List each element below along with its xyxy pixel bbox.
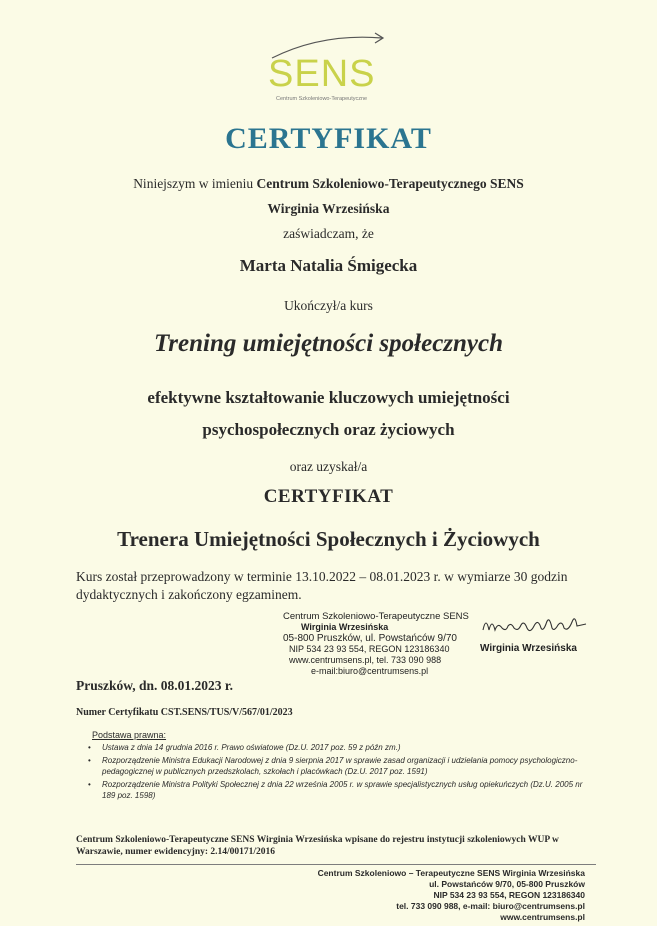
- legal-item: • Rozporządzenie Ministra Edukacji Narodowej z dnia 9 sierpnia 2017 w sprawie zasad organizacji i udzielania pomocy psychologiczno-pedagogicznej w publicznych przedszkolach, szkołach i placówkach (Dz.U. 2017 poz. 1591): [102, 755, 592, 777]
- footer-divider: [76, 864, 596, 865]
- handwritten-signature: [480, 610, 590, 642]
- obtained-text: oraz uzyskał/a: [289, 459, 368, 474]
- legal-item: • Rozporządzenie Ministra Polityki Społecznej z dnia 22 września 2005 r. w sprawie specjalistycznych usług opiekuńczych (Dz.U. 2005 nr 189 poz. 1598): [102, 779, 592, 801]
- footer-line-1: Centrum Szkoleniowo – Terapeutyczne SENS Wirginia Wrzesińska: [317, 868, 585, 878]
- certificate-label: CERTYFIKAT: [263, 486, 394, 507]
- footer-website: www.centrumsens.pl: [500, 912, 585, 922]
- footer: [318, 868, 585, 923]
- stamp-line-1: Centrum Szkoleniowo-Terapeutyczne SENS: [283, 611, 469, 622]
- place-and-date: Pruszków, dn. 08.01.2023 r.: [76, 678, 234, 693]
- organization-owner: Wirginia Wrzesińska: [267, 201, 390, 216]
- footer-line-4: tel. 733 090 988, e-mail: biuro@centrumsens.pl: [396, 901, 585, 911]
- registry-note: Centrum Szkoleniowo-Terapeutyczne SENS Wirginia Wrzesińska wpisane do rejestru instytucji szkoleniowych WUP w Warszawie, numer ewidencyjny: 2.14/00171/2016: [76, 835, 559, 857]
- course-title: Trening umiejętności społecznych: [153, 330, 504, 357]
- stamp-line-3: 05-800 Pruszków, ul. Powstańców 9/70: [283, 633, 457, 644]
- certify-text: zaświadczam, że: [283, 226, 374, 241]
- legal-header: Podstawa prawna:: [92, 730, 167, 740]
- stamp-line-6: e-mail:biuro@centrumsens.pl: [311, 666, 429, 676]
- company-stamp: [283, 611, 498, 677]
- certificate-title: CERTYFIKAT: [225, 122, 432, 155]
- stamp-line-4: NIP 534 23 93 554, REGON 123186340: [289, 644, 450, 654]
- trainer-title: Trenera Umiejętności Społecznych i Życiowych: [117, 527, 540, 551]
- svg-text:SENS: SENS: [268, 53, 376, 95]
- certificate-number: Numer Certyfikatu CST.SENS/TUS/V/567/01/2023: [76, 707, 293, 718]
- stamp-line-5: www.centrumsens.pl, tel. 733 090 988: [289, 655, 442, 665]
- course-desc-line-1: efektywne kształtowanie kluczowych umiejętności: [147, 388, 510, 407]
- recipient-name: Marta Natalia Śmigecka: [239, 256, 418, 275]
- legal-list: [92, 742, 592, 801]
- sens-logo: [262, 28, 392, 108]
- signature-name: Wirginia Wrzesińska: [480, 643, 577, 654]
- intro-prefix: Niniejszym w imieniu: [133, 176, 257, 191]
- completed-text: Ukończył/a kurs: [284, 298, 373, 313]
- legal-basis: [92, 730, 592, 803]
- intro-line-1: [0, 176, 657, 192]
- legal-item: • Ustawa z dnia 14 grudnia 2016 r. Prawo oświatowe (Dz.U. 2017 poz. 59 z późn zm.): [102, 742, 592, 753]
- course-desc-line-2: psychospołecznych oraz życiowych: [202, 420, 455, 439]
- svg-text:Centrum Szkoleniowo-Terapeutyc: Centrum Szkoleniowo-Terapeutyczne: [276, 96, 368, 102]
- course-info: Kurs został przeprowadzony w terminie 13.10.2022 – 08.01.2023 r. w wymiarze 30 godzin dydaktycznych i zakończony egzaminem.: [76, 569, 568, 602]
- stamp-line-2: Wirginia Wrzesińska: [301, 622, 389, 632]
- footer-line-3: NIP 534 23 93 554, REGON 123186340: [433, 890, 585, 900]
- footer-line-2: ul. Powstańców 9/70, 05-800 Pruszków: [429, 879, 585, 889]
- organization-name: Centrum Szkoleniowo-Terapeutycznego SENS: [256, 176, 524, 191]
